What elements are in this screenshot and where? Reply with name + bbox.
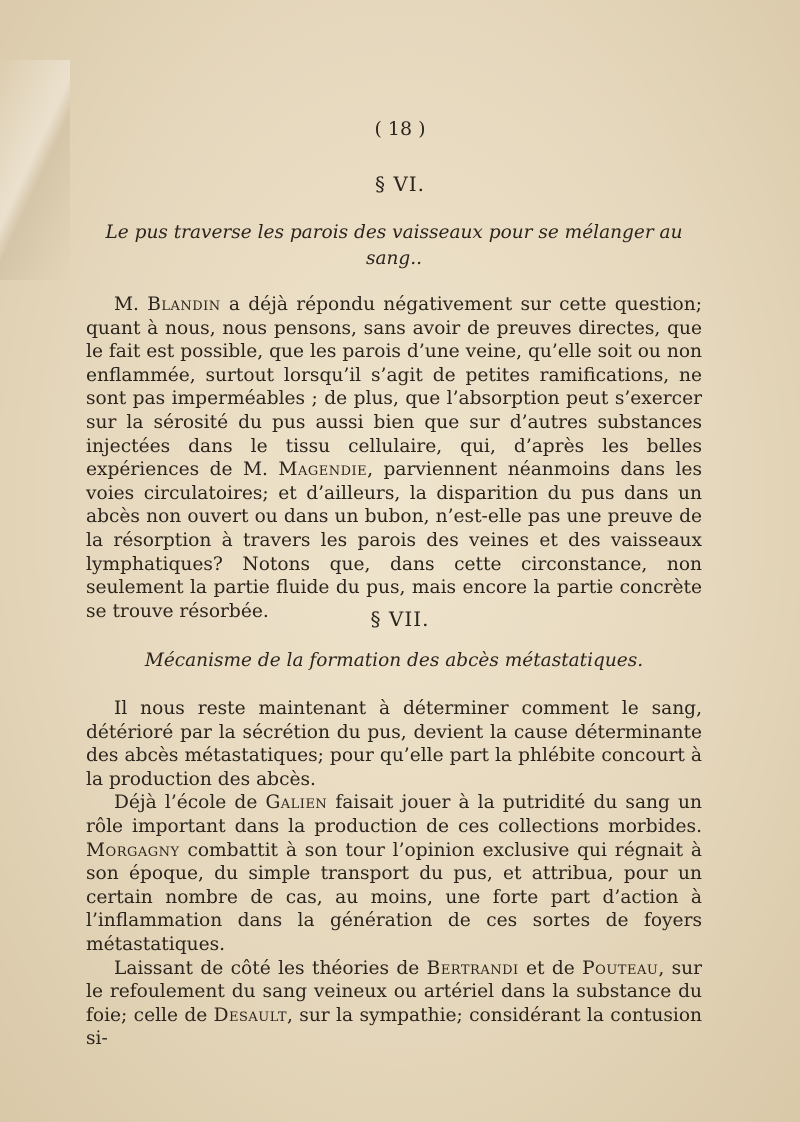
paragraph <box>86 791 702 956</box>
section-7-text <box>86 697 702 1051</box>
section-7-heading: § VII. <box>370 607 430 631</box>
text-run: , sur le refoulement du sang veineux ou artériel dans la substance du foie; celle de <box>86 957 703 1026</box>
page-number: ( 18 ) <box>374 118 426 140</box>
author-name: Morgagny <box>86 839 180 861</box>
page-crease <box>0 60 70 280</box>
section-6-heading: § VI. <box>374 172 426 196</box>
section-6-text <box>86 293 702 623</box>
text-run: a déjà répondu négativement sur cette question; quant à nous, nous pensons, sans avoir de preuves directes, que le fait est possible, que les parois d’une veine, qu’elle soit ou non enflammée, surtout lorsqu’il s’agit de petites ramifications, ne sont pas imperméables ; de plus, que l’absorption peut s’exercer sur la sérosité du pus aussi bien que sur d’autres substances injectées dans le tissu cellulaire, qui, d’après les belles expériences de M. <box>86 294 702 481</box>
author-name: Galien <box>265 792 328 814</box>
text-run: Déjà l’école de <box>114 792 266 814</box>
author-name: Desault <box>213 1004 288 1026</box>
text-run: M. <box>114 294 148 315</box>
text-run: Il nous reste maintenant à déterminer comment le sang, détérioré par la sécrétion du pus, devient la cause déterminante des abcès métastatiques; pour qu’elle part la phlébite concourt à la production des abcès. <box>86 698 702 790</box>
text-run: et de <box>518 957 583 979</box>
paragraph <box>86 697 702 791</box>
text-run: , sur la sympathie; considérant la contusion si- <box>86 1004 702 1050</box>
text-run: Laissant de côté les théories de <box>114 957 427 979</box>
text-run: faisait jouer à la putridité du sang un rôle important dans la production de ces collections morbides. <box>86 792 702 837</box>
author-name: Bertrandi <box>426 957 519 979</box>
author-name: Blandin <box>147 294 221 315</box>
paragraph <box>86 957 702 1051</box>
section-6-subtitle: Le pus traverse les parois des vaisseaux pour se mélanger au sang.. <box>105 222 683 269</box>
author-name: Magendie <box>278 459 368 481</box>
text-run: combattit à son tour l’opinion exclusive qui régnait à son époque, du simple transport du pus, et attribua, pour un certain nombre de cas, au moins, une forte part d’action à l’inflammation dans la génération de ces sortes de foyers métastatiques. <box>86 839 702 955</box>
section-7-subtitle: Mécanisme de la formation des abcès métastatiques. <box>144 650 644 671</box>
text-run: , parviennent néanmoins dans les voies circulatoires; et d’ailleurs, la disparition du pus dans un abcès non ouvert ou dans un bubon, n’est-elle pas une preuve de la résorption à travers les parois des veines et des vaisseaux lymphatiques? Notons que, dans cette circonstance, non seulement la partie fluide du pus, mais encore la partie concrète se trouve résorbée. <box>86 459 702 622</box>
paragraph <box>86 293 702 623</box>
author-name: Pouteau <box>582 957 659 979</box>
